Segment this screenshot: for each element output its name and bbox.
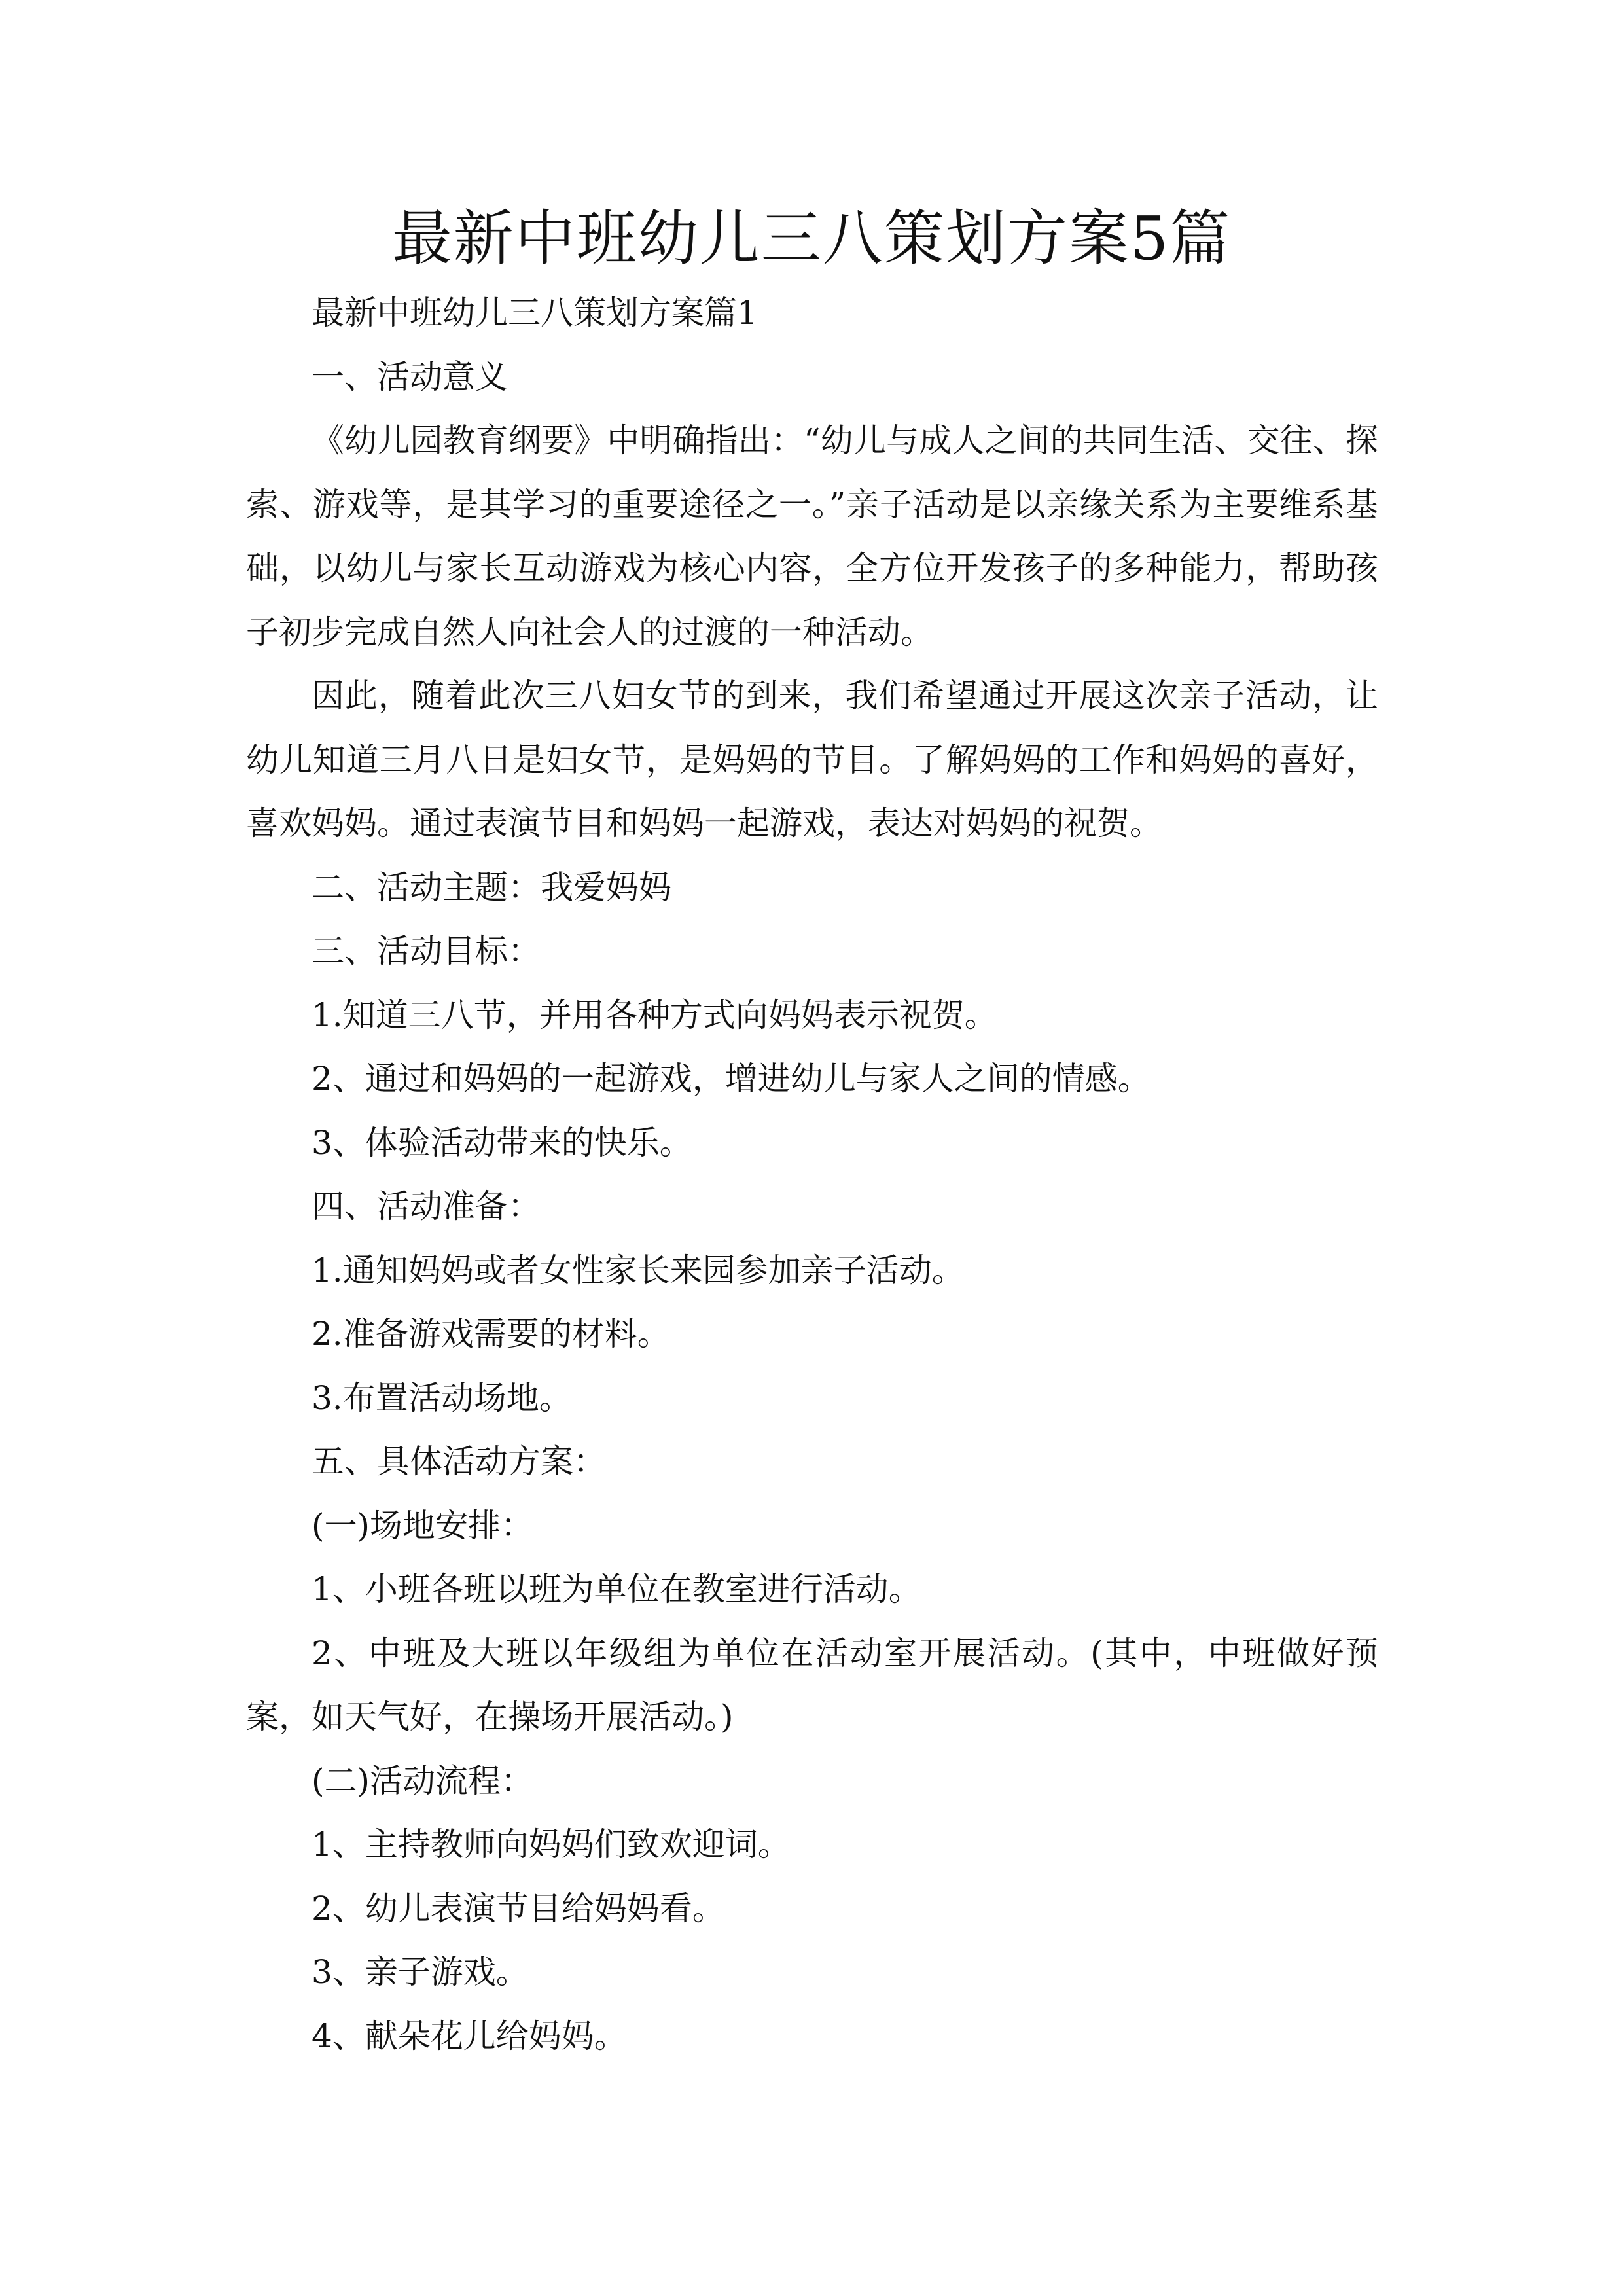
list-item: 1、主持教师向妈妈们致欢迎词。 bbox=[312, 1825, 791, 1863]
list-item: 1.知道三八节，并用各种方式向妈妈表示祝贺。 bbox=[312, 996, 997, 1034]
heading-activity-preparation: 四、活动准备： bbox=[312, 1187, 541, 1225]
heading-activity-meaning: 一、活动意义 bbox=[312, 357, 508, 396]
list-item: 3、体验活动带来的快乐。 bbox=[312, 1123, 692, 1162]
list-item: 4、献朵花儿给妈妈。 bbox=[312, 2017, 627, 2055]
heading-activity-theme: 二、活动主题：我爱妈妈 bbox=[312, 868, 671, 906]
list-item: 3、亲子游戏。 bbox=[312, 1953, 529, 1991]
list-item: 1、小班各班以班为单位在教室进行活动。 bbox=[312, 1570, 921, 1608]
list-item: 3.布置活动场地。 bbox=[312, 1378, 572, 1417]
list-item: 1.通知妈妈或者女性家长来园参加亲子活动。 bbox=[312, 1251, 965, 1289]
document-title: 最新中班幼儿三八策划方案5篇 bbox=[391, 204, 1232, 274]
paragraph: 因此，随着此次三八妇女节的到来，我们希望通过开展这次亲子活动，让幼儿知道三月八日是妇女节，是妈妈的节目。了解妈妈的工作和妈妈的喜好，喜欢妈妈。通过表演节目和妈妈一起游戏，表达对妈妈的祝贺。 bbox=[246, 677, 1378, 842]
list-item: 2、通过和妈妈的一起游戏，增进幼儿与家人之间的情感。 bbox=[312, 1060, 1150, 1098]
subheading-process: (二)活动流程： bbox=[312, 1761, 534, 1800]
document-body bbox=[246, 281, 1378, 2068]
section-heading: 最新中班幼儿三八策划方案篇1 bbox=[312, 294, 758, 332]
subheading-venue: (一)场地安排： bbox=[312, 1506, 534, 1545]
heading-activity-goals: 三、活动目标： bbox=[312, 932, 541, 970]
heading-activity-plan: 五、具体活动方案： bbox=[312, 1443, 606, 1480]
list-item: 2、中班及大班以年级组为单位在活动室开展活动。(其中，中班做好预案，如天气好，在操场开展活动。) bbox=[246, 1634, 1378, 1736]
paragraph: 《幼儿园教育纲要》中明确指出：“幼儿与成人之间的共同生活、交往、探索、游戏等，是其学习的重要途径之一。”亲子活动是以亲缘关系为主要维系基础，以幼儿与家长互动游戏为核心内容，全方位开发孩子的多种能力，帮助孩子初步完成自然人向社会人的过渡的一种活动。 bbox=[246, 422, 1378, 651]
list-item: 2.准备游戏需要的材料。 bbox=[312, 1315, 670, 1353]
list-item: 2、幼儿表演节目给妈妈看。 bbox=[312, 1889, 725, 1928]
